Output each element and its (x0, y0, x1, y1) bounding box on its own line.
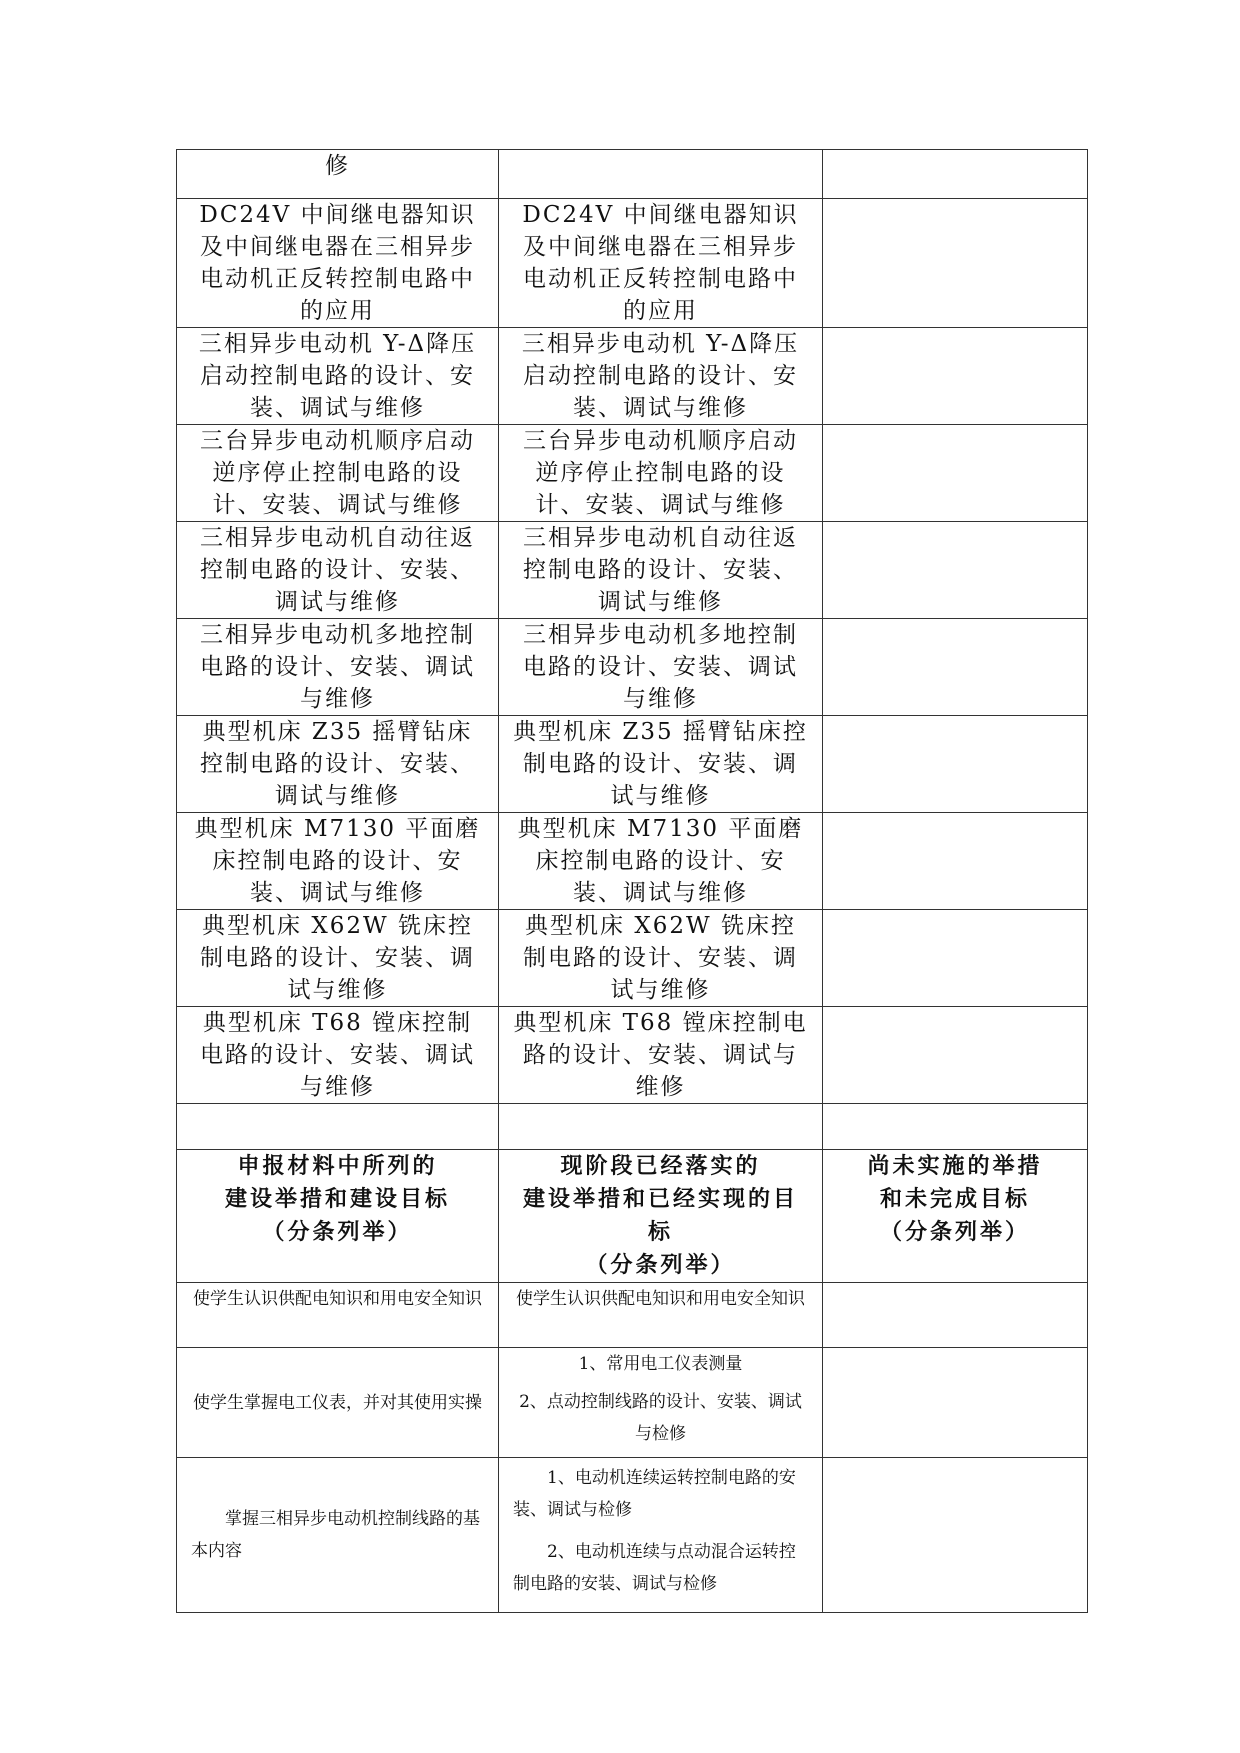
empty-cell (823, 1104, 1088, 1150)
table-cell: 三相异步电动机 Y-Δ降压启动控制电路的设计、安装、调试与维修 (499, 328, 823, 425)
table-cell (823, 199, 1088, 328)
table-cell (823, 716, 1088, 813)
table-cell (823, 813, 1088, 910)
table-cell: 使学生认识供配电知识和用电安全知识 (177, 1283, 499, 1348)
table-cell (823, 1458, 1088, 1613)
construction-measures-table (176, 149, 1088, 1613)
empty-row (177, 1104, 1088, 1150)
table-cell: 三相异步电动机 Y-Δ降压启动控制电路的设计、安装、调试与维修 (177, 328, 499, 425)
table-cell: 典型机床 M7130 平面磨床控制电路的设计、安装、调试与维修 (177, 813, 499, 910)
table-cell: 使学生认识供配电知识和用电安全知识 (499, 1283, 823, 1348)
table-cell: 三台异步电动机顺序启动逆序停止控制电路的设计、安装、调试与维修 (177, 425, 499, 522)
table-cell: 1、常用电工仪表测量 2、点动控制线路的设计、安装、调试与检修 (499, 1348, 823, 1458)
table-cell (823, 328, 1088, 425)
table-cell: 三相异步电动机多地控制电路的设计、安装、调试与维修 (177, 619, 499, 716)
table-row (177, 813, 1088, 910)
table-row (177, 1458, 1088, 1613)
table-cell (823, 522, 1088, 619)
table-cell (823, 1283, 1088, 1348)
table-cell: 典型机床 T68 镗床控制电路的设计、安装、调试与维修 (177, 1007, 499, 1104)
table-cell (823, 1007, 1088, 1104)
table-cell: DC24V 中间继电器知识及中间继电器在三相异步电动机正反转控制电路中的应用 (177, 199, 499, 328)
table-cell: 典型机床 X62W 铣床控制电路的设计、安装、调试与维修 (177, 910, 499, 1007)
table-row (177, 328, 1088, 425)
table-cell (823, 425, 1088, 522)
table-cell: 典型机床 X62W 铣床控制电路的设计、安装、调试与维修 (499, 910, 823, 1007)
empty-cell (177, 1104, 499, 1150)
table-cell: 掌握三相异步电动机控制线路的基本内容 (177, 1458, 499, 1613)
table-cell (499, 150, 823, 199)
table-cell: 典型机床 Z35 摇臂钻床控制电路的设计、安装、调试与维修 (499, 716, 823, 813)
table-cell: 修 (177, 150, 499, 199)
table-cell (823, 910, 1088, 1007)
table-cell: 典型机床 T68 镗床控制电路的设计、安装、调试与维修 (499, 1007, 823, 1104)
column-header-planned: 申报材料中所列的 建设举措和建设目标 （分条列举） (177, 1150, 499, 1283)
table-row (177, 619, 1088, 716)
table-row (177, 1283, 1088, 1348)
table-cell: 三相异步电动机自动往返控制电路的设计、安装、调试与维修 (499, 522, 823, 619)
table-row (177, 150, 1088, 199)
table-cell: 1、电动机连续运转控制电路的安装、调试与检修 2、电动机连续与点动混合运转控制电路的安装、调试与检修 (499, 1458, 823, 1613)
table-cell: 三相异步电动机多地控制电路的设计、安装、调试与维修 (499, 619, 823, 716)
empty-cell (499, 1104, 823, 1150)
table-row (177, 716, 1088, 813)
table-row (177, 199, 1088, 328)
header-row (177, 1150, 1088, 1283)
table-row (177, 1348, 1088, 1458)
table-row (177, 910, 1088, 1007)
table-row (177, 522, 1088, 619)
column-header-implemented: 现阶段已经落实的 建设举措和已经实现的目标 （分条列举） (499, 1150, 823, 1283)
table-row (177, 1007, 1088, 1104)
table-cell: 三相异步电动机自动往返控制电路的设计、安装、调试与维修 (177, 522, 499, 619)
table-cell: 三台异步电动机顺序启动逆序停止控制电路的设计、安装、调试与维修 (499, 425, 823, 522)
table-row (177, 425, 1088, 522)
table-cell: DC24V 中间继电器知识及中间继电器在三相异步电动机正反转控制电路中的应用 (499, 199, 823, 328)
table-cell (823, 150, 1088, 199)
column-header-unfinished: 尚未实施的举措 和未完成目标 （分条列举） (823, 1150, 1088, 1283)
table-cell: 使学生掌握电工仪表，并对其使用实操 (177, 1348, 499, 1458)
table-cell: 典型机床 M7130 平面磨床控制电路的设计、安装、调试与维修 (499, 813, 823, 910)
table-cell: 典型机床 Z35 摇臂钻床控制电路的设计、安装、调试与维修 (177, 716, 499, 813)
table-cell (823, 619, 1088, 716)
table-cell (823, 1348, 1088, 1458)
